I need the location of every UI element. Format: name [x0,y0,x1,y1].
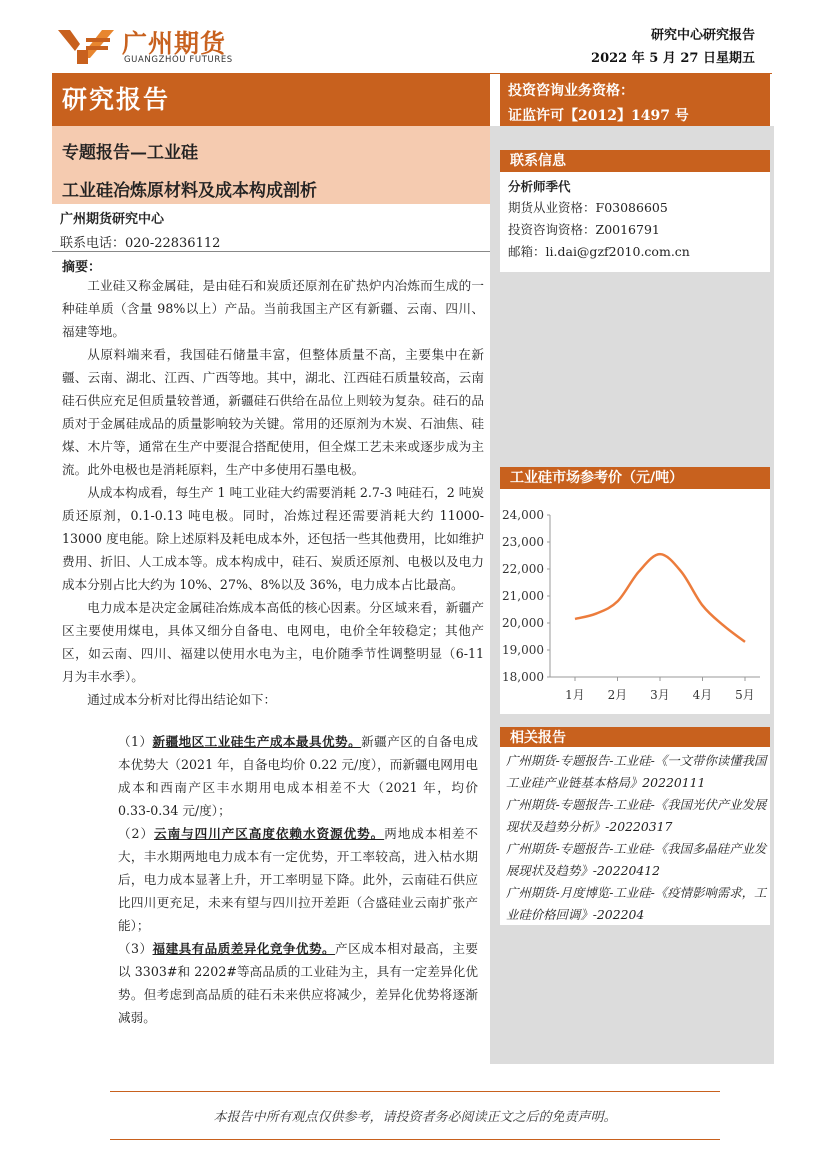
related-list [506,750,768,926]
series-line [575,554,745,642]
phone-label: 联系电话： [60,236,126,251]
y-tick-label: 21,000 [502,589,544,603]
divider [52,251,490,252]
conclusion-item: （2）云南与四川产区高度依赖水资源优势。两地成本相差不大，丰水期两地电力成本有一定优势，开工率较高，进入枯水期后，电力成本显著上升，开工率明显下降。此外，云南硅石供应比四川更充足，未来有望与四川拉开差距（合盛硅业云南扩张产能）； [118,826,479,933]
x-tick-label: 3月 [650,688,670,702]
price-line-chart [500,489,770,714]
banner-title: 研究报告 [52,74,490,126]
topic-category: 专题报告—工业硅 [62,143,198,163]
related-section-title: 相关报告 [500,727,770,749]
contact-section-title: 联系信息 [500,150,770,172]
abstract-paragraph: 工业硅又称金属硅，是由硅石和炭质还原剂在矿热炉内冶炼而生成的一种硅单质（含量 98%以上）产品。当前我国主产区有新疆、云南、四川、福建等地。 [62,278,484,339]
y-tick-label: 23,000 [502,535,544,549]
abstract-paragraph: 从成本构成看，每生产 1 吨工业硅大约需要消耗 2.7-3 吨硅石，2 吨炭质还原剂，0.1-0.13 吨电极。同时，冶炼过程还需要消耗大约 11000-13000 度电能。除上述原料及耗电成本外，还包括一些其他费用，比如维护费用、折旧、人工成本等。成本构成中，硅石、炭质还原剂、电极以及电力成本分别占比大约为 10%、27%、8%以及 36%，电力成本占比最高。 [62,485,484,592]
analyst-name: 分析师季代 [508,179,571,194]
related-report-link[interactable]: 广州期货-专题报告-工业硅-《一文带你读懂我国工业硅产业链基本格局》20220111 [506,753,767,790]
report-title: 工业硅冶炼原材料及成本构成剖析 [62,181,317,201]
research-center: 广州期货研究中心 [60,212,165,227]
abstract-body [62,274,484,711]
report-type: 研究中心研究报告 [650,28,755,43]
phone-number: 020-22836112 [125,236,221,251]
disclaimer: 本报告中所有观点仅供参考，请投资者务必阅读正文之后的免责声明。 [213,1110,617,1125]
related-report-link[interactable]: 广州期货-专题报告-工业硅-《我国光伏产业发展现状及趋势分析》-20220317 [506,797,767,834]
report-date: 2022 年 5 月 27 日星期五 [591,51,755,66]
related-report-link[interactable]: 广州期货-专题报告-工业硅-《我国多晶硅产业发展现状及趋势》-20220412 [506,841,767,878]
x-tick-label: 1月 [565,688,585,702]
y-tick-label: 19,000 [502,643,544,657]
conclusion-item: （3）福建具有品质差异化竞争优势。产区成本相对最高，主要以 3303#和 2202#等高品质的工业硅为主，具有一定差异化优势。但考虑到高品质的硅石未来供应将减少，差异化优势将逐渐减弱。 [118,941,479,1025]
chart-section-title: 工业硅市场参考价（元/吨） [500,467,770,489]
abstract-paragraph: 通过成本分析对比得出结论如下： [87,692,277,707]
abstract-title: 摘要： [62,260,102,275]
y-tick-label: 22,000 [502,562,544,576]
company-name-en: GUANGZHOU FUTURES [124,55,233,65]
x-tick-label: 2月 [607,688,628,702]
y-tick-label: 24,000 [502,508,544,522]
qualification-label: 投资咨询业务资格： [508,83,634,99]
analyst-email[interactable]: 邮箱：li.dai@gzf2010.com.cn [508,244,690,259]
futures-qualification: 期货从业资格：F03086605 [508,200,668,215]
conclusion-list [118,730,478,1029]
y-tick-label: 20,000 [502,616,544,630]
chart-container [500,489,770,714]
company-logo-icon [56,26,116,66]
footer-divider [110,1139,720,1140]
y-tick-label: 18,000 [502,670,544,684]
company-name-cn: 广州期货 [122,29,227,58]
conclusion-item: （1）新疆地区工业硅生产成本最具优势。新疆产区的自备电成本优势大（2021 年，自备电均价 0.22 元/度），而新疆电网用电成本和西南产区丰水期用电成本相差不大（2021 年，均价 0.33-0.34 元/度）； [118,734,479,818]
x-tick-label: 5月 [735,688,755,702]
x-tick-label: 4月 [692,688,713,702]
contact-phone [60,232,220,251]
related-report-link[interactable]: 广州期货-月度博览-工业硅-《疫情影响需求，工业硅价格回调》-202204 [506,885,767,922]
advisory-qualification: 投资咨询资格：Z0016791 [508,222,660,237]
qualification-license: 证监许可【2012】1497 号 [508,108,689,124]
footer-divider [110,1091,720,1092]
abstract-paragraph: 从原料端来看，我国硅石储量丰富，但整体质量不高，主要集中在新疆、云南、湖北、江西、广西等地。其中，湖北、江西硅石质量较高，云南硅石供应充足但质量较普通，新疆硅石供给在品位上则较为复杂。硅石的品质对于金属硅成品的质量影响较为关键。常用的还原剂为木炭、石油焦、硅煤、木片等，通常在生产中要混合搭配使用，但全煤工艺未来或逐步成为主流。此外电极也是消耗原料，生产中多使用石墨电极。 [62,347,484,477]
abstract-paragraph: 电力成本是决定金属硅冶炼成本高低的核心因素。分区域来看，新疆产区主要使用煤电，具体又细分自备电、电网电，电价全年较稳定；其他产区，如云南、四川、福建以使用水电为主，电价随季节性调整明显（6-11 月为丰水季）。 [62,600,484,684]
